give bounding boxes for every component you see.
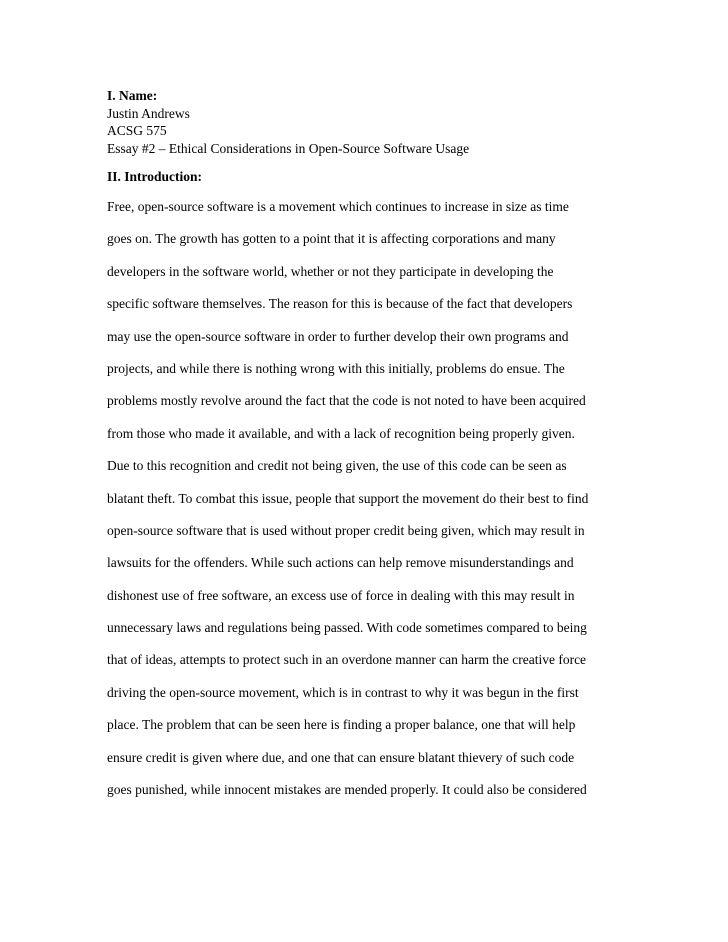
introduction-heading: II. Introduction: — [107, 169, 203, 184]
body-line: developers in the software world, whether or not they participate in developing the — [107, 263, 554, 279]
body-line: dishonest use of free software, an excess use of force in dealing with this may result in — [107, 587, 575, 603]
name-section-label: I. Name: — [107, 88, 158, 103]
body-line: ensure credit is given where due, and one that can ensure blatant thievery of such code — [107, 749, 575, 765]
body-line: blatant theft. To combat this issue, people that support the movement do their best to find — [107, 490, 589, 506]
body-line: unnecessary laws and regulations being passed. With code sometimes compared to being — [107, 620, 587, 636]
body-line: from those who made it available, and with a lack of recognition being properly given. — [107, 425, 575, 441]
body-line: may use the open-source software in order to further develop their own programs and — [107, 328, 569, 344]
introduction-body — [107, 198, 627, 813]
body-line: Free, open-source software is a movement which continues to increase in size as time — [107, 199, 569, 214]
body-line: goes on. The growth has gotten to a point that it is affecting corporations and many — [107, 231, 556, 247]
course-code: ACSG 575 — [107, 123, 167, 138]
body-line: open-source software that is used without proper credit being given, which may result in — [107, 522, 585, 538]
body-line: driving the open-source movement, which is in contrast to why it was begun in the first — [107, 684, 579, 700]
essay-header — [107, 87, 627, 157]
body-line: problems mostly revolve around the fact that the code is not noted to have been acquired — [107, 393, 586, 409]
body-line: that of ideas, attempts to protect such in an overdone manner can harm the creative force — [107, 652, 587, 668]
body-line: projects, and while there is nothing wrong with this initially, problems do ensue. The — [107, 360, 565, 376]
body-line: place. The problem that can be seen here is finding a proper balance, one that will help — [107, 717, 576, 733]
author-name: Justin Andrews — [107, 105, 190, 121]
body-line: specific software themselves. The reason for this is because of the fact that developers — [107, 296, 573, 312]
essay-title: Essay #2 – Ethical Considerations in Open-Source Software Usage — [107, 140, 470, 156]
body-line: Due to this recognition and credit not being given, the use of this code can be seen as — [107, 458, 567, 474]
body-line: goes punished, while innocent mistakes are mended properly. It could also be considered — [107, 782, 587, 798]
body-line: lawsuits for the offenders. While such actions can help remove misunderstandings and — [107, 555, 574, 571]
